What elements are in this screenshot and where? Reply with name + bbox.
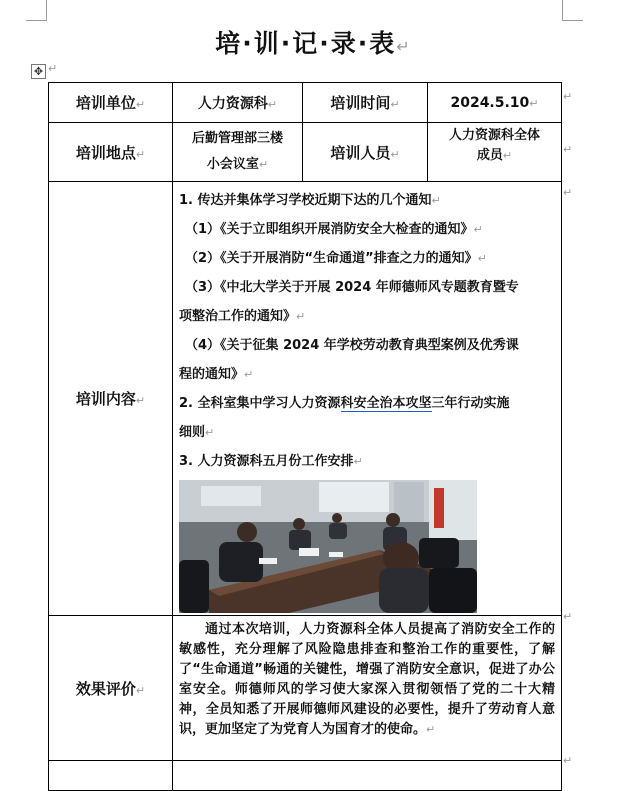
table-row — [49, 761, 562, 791]
cell-people-label[interactable]: 培训人员↵ — [303, 123, 428, 182]
paragraph-mark-icon: ↵ — [48, 62, 58, 75]
table-row — [49, 123, 562, 182]
cell-unit-label[interactable]: 培训单位↵ — [49, 83, 173, 123]
cell-time-label[interactable]: 培训时间↵ — [303, 83, 428, 123]
content-line: （4）《关于征集 2024 年学校劳动教育典型案例及优秀课 — [185, 338, 519, 353]
cell-empty[interactable] — [49, 761, 173, 791]
table-row — [49, 616, 562, 761]
cell-time-value[interactable]: 2024.5.10↵ — [428, 83, 562, 123]
cell-unit-value[interactable]: 人力资源科↵ — [173, 83, 303, 123]
paragraph-mark-icon: ↵ — [396, 37, 412, 56]
table-row — [49, 182, 562, 616]
content-line: （3）《中北大学关于开展 2024 年师德师风专题教育暨专 — [185, 280, 519, 295]
row-end-mark-icon: ↵ — [563, 90, 573, 103]
cell-empty[interactable] — [173, 761, 562, 791]
document-title — [0, 24, 627, 60]
meeting-photo-illustration — [179, 480, 477, 613]
page-corner-mark — [26, 0, 47, 21]
spellcheck-underline: 科安全治本攻坚 — [340, 396, 432, 411]
table-move-handle-icon[interactable]: ✥ — [31, 64, 46, 79]
row-end-mark-icon: ↵ — [563, 610, 573, 623]
content-line: 1. 传达并集体学习学校近期下达的几个通知↵ — [179, 193, 441, 208]
row-end-mark-icon: ↵ — [563, 143, 573, 156]
row-end-mark-icon: ↵ — [563, 754, 573, 767]
content-line: （2）《关于开展消防“生命通道”排查之力的通知》↵ — [185, 251, 487, 266]
cell-content-label[interactable]: 培训内容↵ — [49, 182, 173, 616]
cell-place-label[interactable]: 培训地点↵ — [49, 123, 173, 182]
title-text: 培·训·记·录·表 — [215, 29, 397, 58]
page-corner-mark — [562, 0, 583, 21]
training-record-table — [48, 82, 562, 791]
meeting-photo[interactable] — [179, 480, 477, 613]
row-end-mark-icon: ↵ — [563, 186, 573, 199]
content-line: （1）《关于立即组织开展消防安全大检查的通知》↵ — [185, 222, 483, 237]
content-line: 2. 全科室集中学习人力资源科安全治本攻坚三年行动实施 — [179, 396, 510, 411]
content-line: 程的通知》↵ — [179, 367, 254, 382]
table-row — [49, 83, 562, 123]
content-line: 细则↵ — [179, 425, 215, 440]
cell-eval-body[interactable]: 通过本次培训，人力资源科全体人员提高了消防安全工作的敏感性，充分理解了风险隐患排查和整治工作的重要性，了解了“生命通道”畅通的关键性，增强了消防安全意识，促进了办公室安全。师德师风的学习使大家深入贯彻领悟了党的二十大精神，全员知悉了开展师德师风建设的必要性，提升了劳动育人意识，更加坚定了为党育人为国育才的使命。↵ — [173, 616, 562, 761]
content-line: 3. 人力资源科五月份工作安排↵ — [179, 454, 363, 469]
cell-place-value[interactable]: 后勤管理部三楼 小会议室↵ — [173, 123, 303, 182]
cell-people-value[interactable]: 人力资源科全体 成员↵ — [428, 123, 562, 182]
cell-eval-label[interactable]: 效果评价↵ — [49, 616, 173, 761]
content-line: 项整治工作的通知》↵ — [179, 309, 306, 324]
cell-content-body[interactable] — [173, 182, 562, 616]
